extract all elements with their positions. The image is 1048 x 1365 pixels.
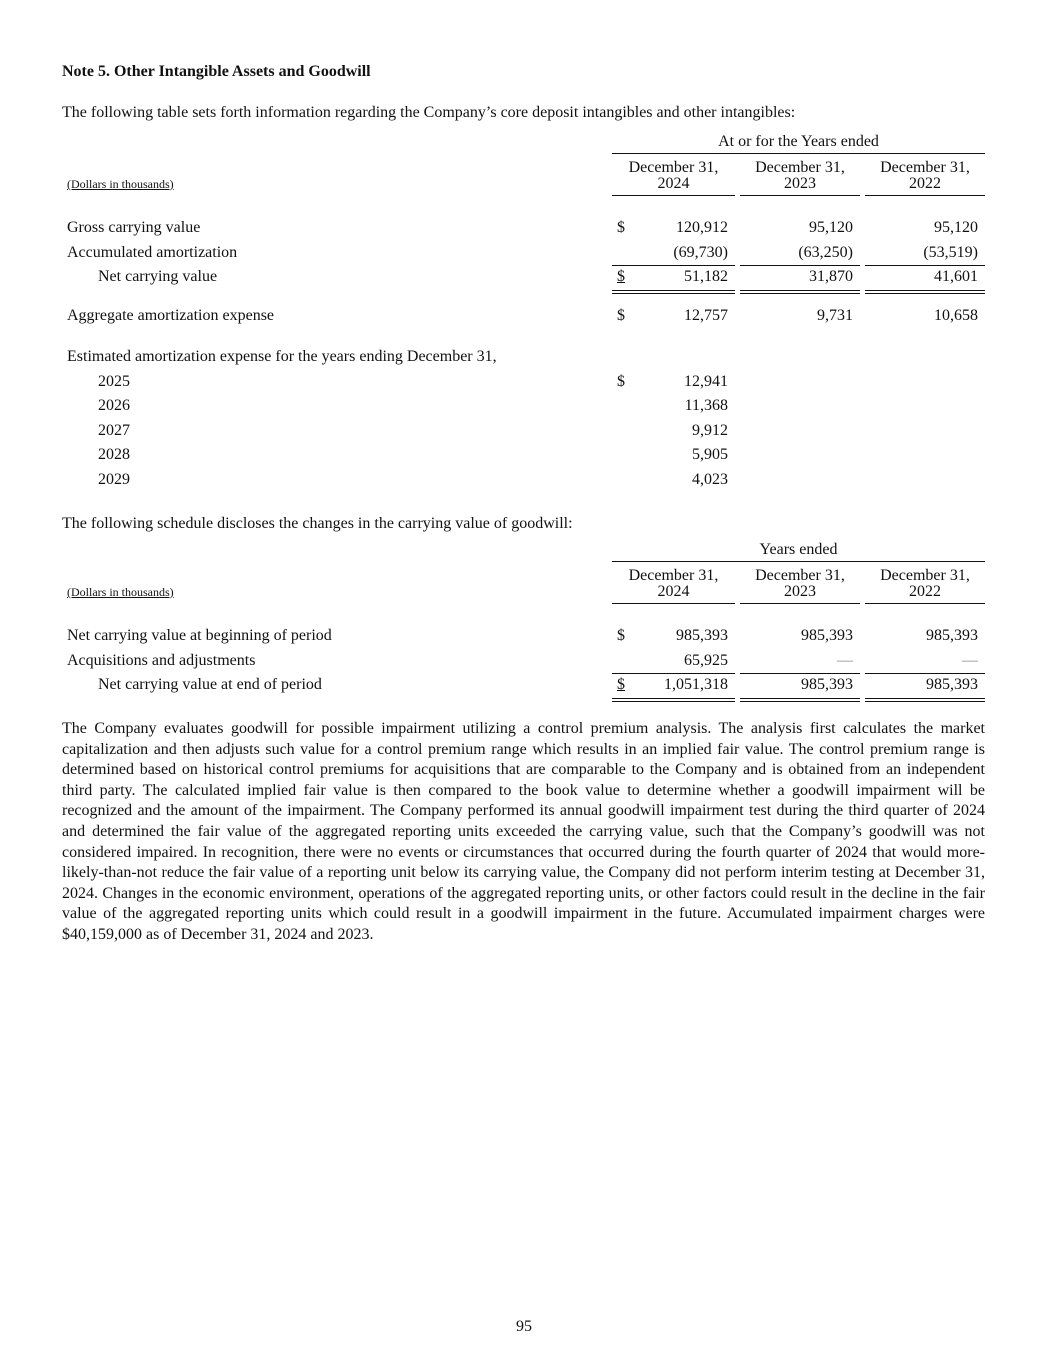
group-header: At or for the Years ended [612, 131, 985, 154]
value: 12,941 [684, 372, 728, 390]
column-header-2024 [612, 568, 735, 604]
row-label: Net carrying value at beginning of period [67, 627, 332, 644]
header-line2: 2023 [784, 175, 816, 192]
row-label: Net carrying value at end of period [98, 676, 322, 693]
value-2023: (63,250) [740, 241, 860, 267]
year: 2027 [98, 421, 130, 439]
value-2024 [612, 624, 735, 649]
value-2024 [612, 265, 735, 294]
header-line2: 2022 [909, 583, 941, 600]
value-2023: — [740, 649, 860, 675]
value-2024 [612, 216, 735, 241]
units-label: (Dollars in thousands) [67, 585, 174, 599]
estimated-value: 9,912 [692, 421, 728, 439]
value-2022: 41,601 [865, 265, 985, 294]
estimated-row [62, 370, 985, 395]
currency-symbol: $ [617, 219, 625, 236]
column-header-2023 [740, 568, 860, 604]
header-line1: December 31, [880, 567, 970, 584]
group-header: Years ended [612, 539, 985, 562]
table-row [62, 624, 985, 649]
table-row-total [62, 673, 985, 698]
estimated-row [62, 419, 985, 444]
value-2024: 65,925 [612, 649, 735, 675]
estimated-value: 5,905 [692, 446, 728, 463]
value-2022: (53,519) [865, 241, 985, 267]
intangibles-group-header-row [62, 131, 985, 154]
column-header-2023 [740, 160, 860, 196]
year: 2029 [98, 470, 130, 488]
value-2022: 985,393 [926, 627, 978, 644]
page-number: 95 [516, 1318, 532, 1335]
header-line1: December 31, [755, 159, 845, 176]
intangibles-column-headers [62, 160, 985, 196]
column-header-2024 [612, 160, 735, 196]
row-label: Net carrying value [98, 268, 218, 285]
header-line1: December 31, [628, 567, 719, 584]
year: 2028 [98, 446, 130, 463]
header-line1: December 31, [628, 159, 719, 176]
header-line2: 2024 [657, 583, 690, 600]
value-2024 [612, 304, 735, 329]
estimated-value: 11,368 [684, 397, 728, 414]
value-2022: 10,658 [934, 306, 978, 324]
estimated-row [62, 443, 985, 468]
currency-symbol: $ [617, 268, 625, 285]
goodwill-impairment-paragraph: The Company evaluates goodwill for possible impairment utilizing a control premium analysis. The analysis first calculates the market capitalization and then adjusts such value for a control premium range which results in an implied fair value. The control premium range is determined based on historical control premiums for acquisitions that are comparable to the Company and is obtained from an independent third party. The calculated implied fair value is then compared to the book value to determine whether a goodwill impairment will be recognized and the amount of the impairment. The Company performed its annual goodwill impairment test during the third quarter of 2024 and determined the fair value of the aggregated reporting units exceeded the carrying value, such that the Company’s goodwill was not considered impaired. In recognition, there were no events or circumstances that occurred during the fourth quarter of 2024 that would more-likely-than-not reduce the fair value of a reporting unit below its carrying value, the Company did not perform interim testing at December 31, 2024. Changes in the economic environment, operations of the aggregated reporting units, or other factors could result in the decline in the fair value of the aggregated reporting units which could result in a goodwill impairment in the future. Accumulated impairment charges were $40,159,000 as of December 31, 2024 and 2023. [62, 720, 985, 943]
table-row [62, 216, 985, 241]
goodwill-column-headers [62, 568, 985, 604]
table-row-total [62, 265, 985, 290]
value-2022: 985,393 [865, 673, 985, 702]
table-row [62, 304, 985, 329]
currency-symbol: $ [617, 306, 625, 324]
header-line2: 2023 [784, 583, 816, 600]
value: 985,393 [676, 627, 728, 644]
table-row [62, 241, 985, 266]
value: 12,757 [684, 306, 728, 324]
value: 1,051,318 [664, 676, 728, 693]
goodwill-group-header-row [62, 539, 985, 562]
currency-symbol: $ [617, 627, 625, 644]
estimated-value: 4,023 [692, 470, 728, 488]
row-label: Gross carrying value [67, 219, 201, 236]
header-line1: December 31, [755, 567, 845, 584]
value: 51,182 [684, 268, 728, 285]
value-2023: 95,120 [809, 219, 853, 236]
goodwill-intro: The following schedule discloses the changes in the carrying value of goodwill: [62, 515, 573, 532]
value-2024: (69,730) [612, 241, 735, 267]
column-header-2022 [865, 568, 985, 604]
estimated-value [612, 370, 735, 395]
units-label: (Dollars in thousands) [67, 177, 174, 191]
estimated-row [62, 394, 985, 419]
value-2023: 985,393 [801, 627, 853, 644]
value-2023: 31,870 [740, 265, 860, 294]
currency-symbol: $ [617, 372, 625, 390]
row-label: Acquisitions and adjustments [67, 651, 256, 669]
value-2023: 9,731 [817, 306, 853, 324]
row-label: Accumulated amortization [67, 243, 238, 261]
value-2022: — [865, 649, 985, 675]
header-line1: December 31, [880, 159, 970, 176]
column-header-2022 [865, 160, 985, 196]
row-label: Aggregate amortization expense [67, 306, 275, 324]
estimated-row [62, 468, 985, 493]
header-line2: 2024 [657, 175, 690, 192]
header-line2: 2022 [909, 175, 941, 192]
value-2024 [612, 673, 735, 702]
note-title: Note 5. Other Intangible Assets and Goodwill [62, 63, 371, 80]
value-2022: 95,120 [934, 219, 978, 236]
goodwill-table [62, 539, 985, 698]
year: 2025 [98, 372, 130, 390]
estimated-label-row [62, 345, 985, 370]
table-row [62, 649, 985, 674]
currency-symbol: $ [617, 676, 625, 693]
value: 120,912 [676, 219, 728, 236]
value-2023: 985,393 [740, 673, 860, 702]
year: 2026 [98, 397, 130, 414]
intangibles-table [62, 131, 985, 492]
estimated-label: Estimated amortization expense for the years ending December 31, [67, 348, 497, 365]
intangibles-intro: The following table sets forth information regarding the Company’s core deposit intangibles and other intangibles: [62, 104, 796, 121]
